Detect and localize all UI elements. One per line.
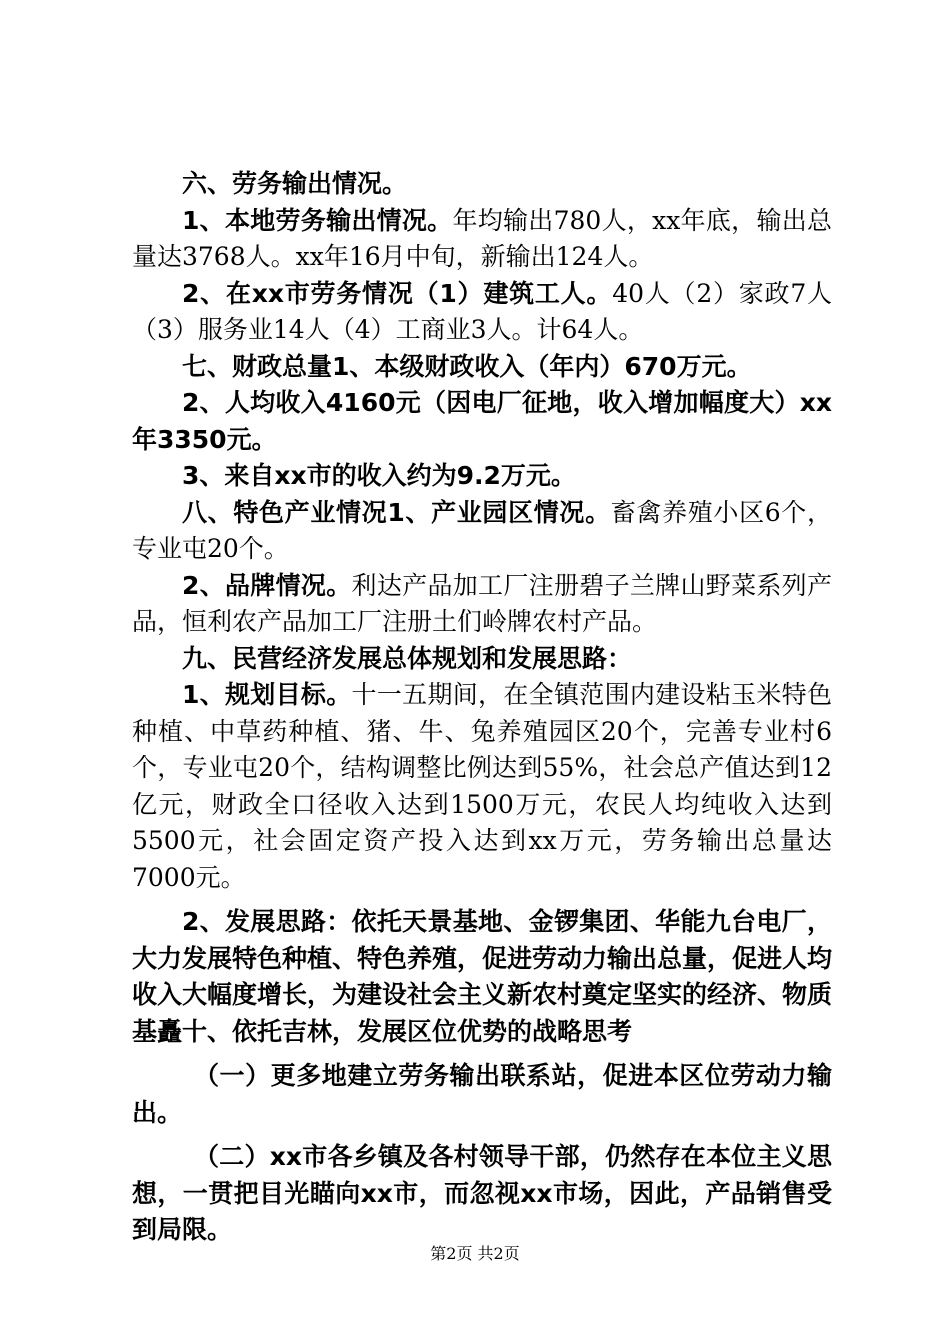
paragraph-11 xyxy=(132,904,832,1050)
paragraph-13 xyxy=(132,1139,832,1249)
paragraph-2-text: 年均输出780人，xx年底，输出总量达3768人。xx年16月中旬，新输出124人。 xyxy=(132,205,832,271)
paragraph-10-text: 十一五期间，在全镇范围内建设粘玉米特色种植、中草药种植、猪、牛、兔养殖园区20个，完善专业村6个，专业屯20个，结构调整比例达到55%，社会总产值达到12亿元，财政全口径收入达到1500万元，农民人均纯收入达到5500元，社会固定资产投入达到xx万元，劳务输出总量达7000元。 xyxy=(132,680,832,892)
paragraph-3-text: 40人（2）家政7人（3）服务业14人（4）工商业3人。计64人。 xyxy=(132,278,832,344)
paragraph-1-heading: 六、劳务输出情况。 xyxy=(182,169,408,198)
paragraph-7-heading: 八、特色产业情况1、产业园区情况。 xyxy=(182,497,611,527)
paragraph-6-heading: 3、来自xx市的收入约为9.2万元。 xyxy=(182,461,576,490)
paragraph-8-heading: 2、品牌情况。 xyxy=(182,570,352,600)
document-body xyxy=(132,166,832,1249)
paragraph-10 xyxy=(132,677,832,896)
paragraph-6 xyxy=(132,458,832,495)
paragraph-3 xyxy=(132,276,832,349)
paragraph-13-heading: （二）xx市各乡镇及各村领导干部，仍然存在本位主义思想，一贯把目光瞄向xx市，而忽视xx市场，因此，产品销售受到局限。 xyxy=(132,1142,832,1244)
paragraph-2-heading: 1、本地劳务输出情况。 xyxy=(182,205,453,235)
paragraph-10-heading: 1、规划目标。 xyxy=(182,680,352,709)
paragraph-3-heading: 2、在xx市劳务情况（1）建筑工人。 xyxy=(182,278,613,308)
paragraph-5 xyxy=(132,385,832,458)
paragraph-7 xyxy=(132,495,832,568)
paragraph-4-heading: 七、财政总量1、本级财政收入（年内）670万元。 xyxy=(182,351,752,381)
paragraph-2 xyxy=(132,203,832,276)
paragraph-9-heading: 九、民营经济发展总体规划和发展思路： xyxy=(182,643,633,673)
paragraph-1 xyxy=(132,166,832,203)
paragraph-11-heading: 2、发展思路：依托天景基地、金锣集团、华能九台电厂，大力发展特色种植、特色养殖，促进劳动力输出总量，促进人均收入大幅度增长，为建设社会主义新农村奠定坚实的经济、物质基矗十、依托吉林，发展区位优势的战略思考 xyxy=(132,907,833,1046)
paragraph-12-heading: （一）更多地建立劳务输出联系站，促进本区位劳动力输出。 xyxy=(132,1061,832,1127)
paragraph-7-text: 畜禽养殖小区6个，专业屯20个。 xyxy=(132,497,832,563)
paragraph-4 xyxy=(132,349,832,386)
paragraph-8 xyxy=(132,568,832,641)
paragraph-9 xyxy=(132,641,832,678)
paragraph-5-heading: 2、人均收入4160元（因电厂征地，收入增加幅度大）xx年3350元。 xyxy=(132,388,832,454)
paragraph-8-text: 利达产品加工厂注册碧子兰牌山野菜系列产品，恒利农产品加工厂注册土们岭牌农村产品。 xyxy=(132,570,832,636)
paragraph-12 xyxy=(132,1058,832,1131)
page-footer: 第2页 共2页 xyxy=(430,1244,520,1263)
